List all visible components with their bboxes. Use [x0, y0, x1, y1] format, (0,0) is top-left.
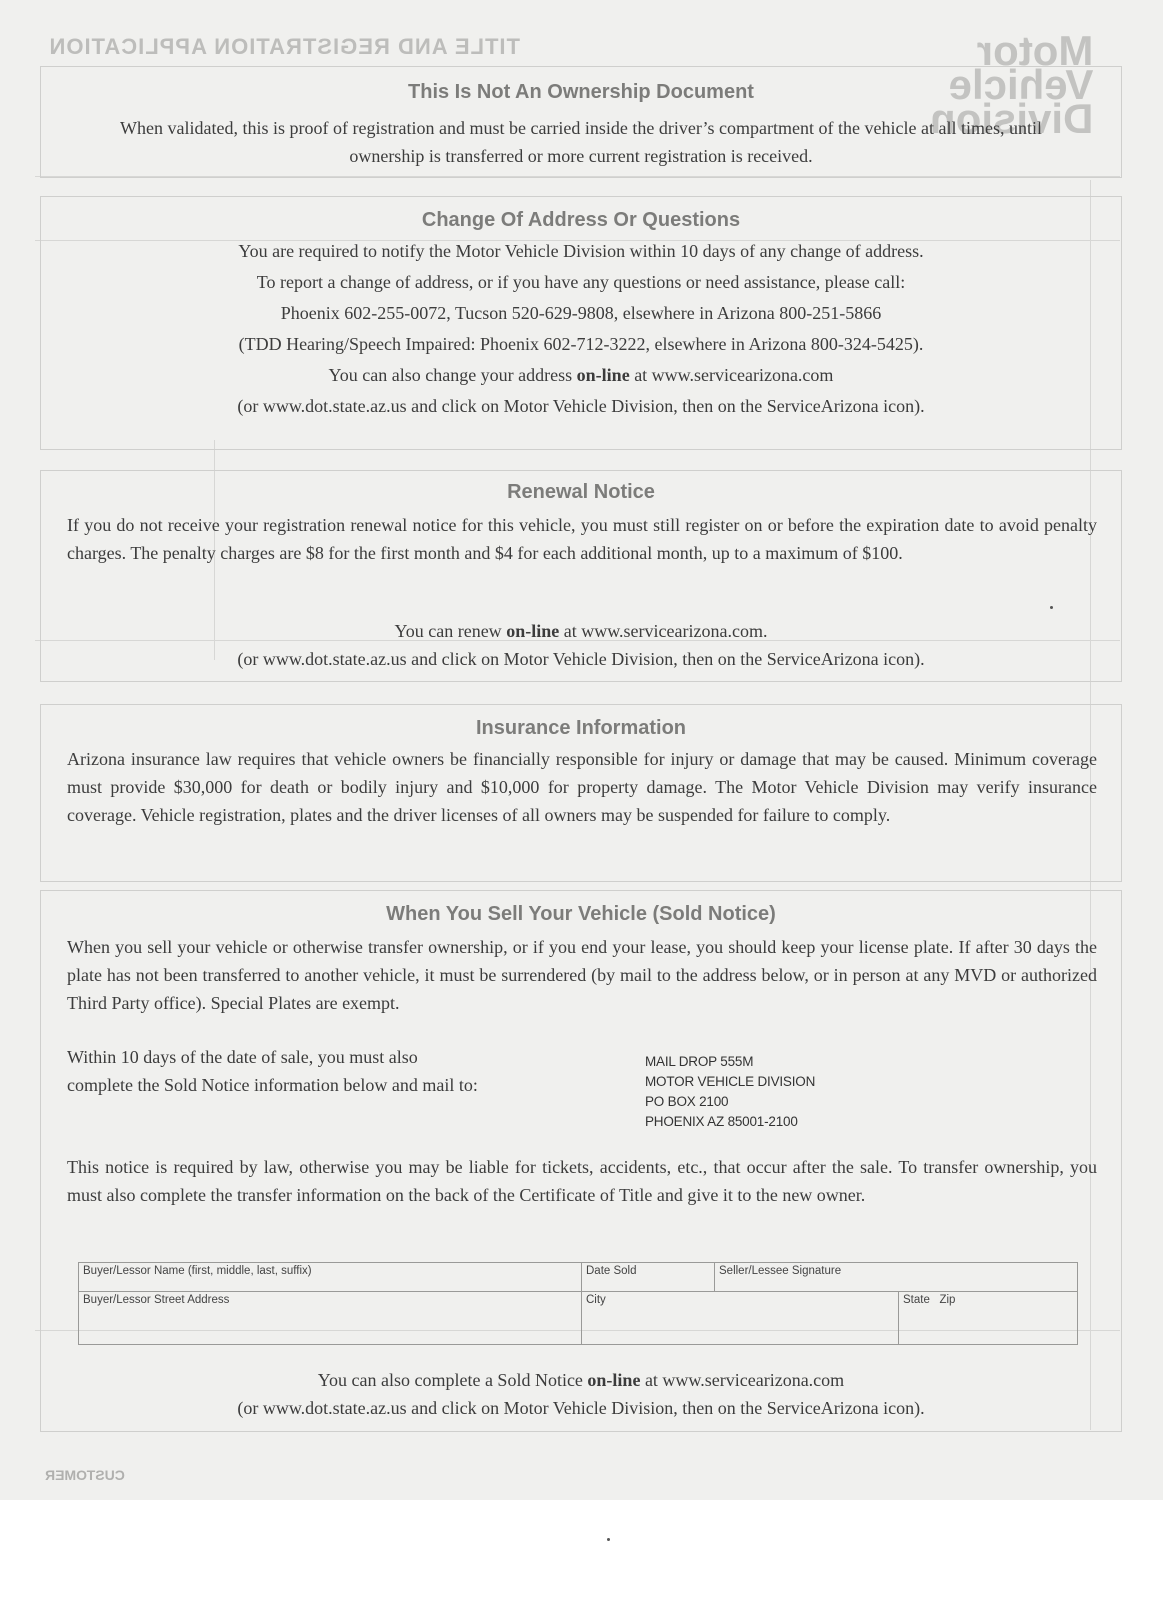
buyer-address-field[interactable]: Buyer/Lessor Street Address: [79, 1292, 582, 1345]
address-online-line: You can also change your address on-line at www.servicearizona.com: [328, 365, 834, 385]
address-change-section: [40, 196, 1122, 450]
ownership-text: When validated, this is proof of registration and must be carried inside the driver’s compartment of the vehicle at all times, until ownership is transferred or more current registration is received.: [120, 118, 1042, 166]
buyer-name-field[interactable]: Buyer/Lessor Name (first, middle, last, suffix): [79, 1263, 582, 1292]
reverse-mvd-logo: Motor Vehicle Division: [929, 27, 1093, 142]
speck: [607, 1538, 610, 1541]
sold-notice-heading: When You Sell Your Vehicle (Sold Notice): [386, 903, 776, 925]
ownership-section: [40, 66, 1122, 178]
sold-notice-section: When You Sell Your Vehicle (Sold Notice) When you sell your vehicle or otherwise transfer ownership, or if you end your lease, you should keep your license plate. If after 30 days the plate has not been transferred to another vehicle, it must be surrendered (by mail to the address below, or in person at any MVD or authorized Third Party office). Special Plates are exempt. Within 10 days of the date of sale, you must also complete the Sold Notice information below and mail to: This notice is required by law, otherwise you may be liable for tickets, accidents, etc., that occur after the sale. To transfer ownership, you must also complete the transfer information on the back of the Certificate of Title and give it to the new owner. You can also complete a Sold Notice on-line at www.servicearizona.com (or www.dot.state.az.us and click on Motor Vehicle Division, then on the ServiceArizona icon).: [40, 890, 1122, 1432]
address-change-text: You are required to notify the Motor Vehicle Division within 10 days of any change of address. To report a change of address, or if you have any questions or need assistance, please call: Phoenix 602-255-0072, Tucson 520-629-9808, elsewhere in Arizona 800-251-5866 (TDD Hearing/Speech Impaired: Phoenix 602-712-3222, elsewhere in Arizona 800-324-5425). You can also change your address on-line at www.servicearizona.com (or www.dot.state.az.us and click on Motor Vehicle Division, then on the ServiceArizona icon).: [41, 237, 1121, 420]
reverse-customer-label: CUSTOMER: [45, 1467, 125, 1483]
renewal-heading: Renewal Notice: [507, 481, 655, 503]
insurance-text: Arizona insurance law requires that vehicle owners be financially responsible for injury or damage that may be caused. Minimum coverage must provide $30,000 for death or bodily injury and $10,000 for property damage. The Motor Vehicle Division may verify insurance coverage. Vehicle registration, plates and the driver licenses of all owners may be suspended for failure to comply.: [67, 749, 1097, 825]
state-zip-field[interactable]: State Zip: [899, 1292, 1078, 1345]
seller-signature-field[interactable]: Seller/Lessee Signature: [715, 1263, 1078, 1292]
tdd-numbers: (TDD Hearing/Speech Impaired: Phoenix 602-712-3222, elsewhere in Arizona 800-324-5425).: [238, 334, 924, 354]
reverse-form-title: TITLE AND REGISTRATION APPLICATION: [48, 34, 520, 59]
sold-notice-liability-text: This notice is required by law, otherwise you may be liable for tickets, accidents, etc., that occur after the sale. To transfer ownership, you must also complete the transfer information on the back of the Certificate of Title and give it to the new owner.: [67, 1157, 1097, 1205]
sold-online-line: You can also complete a Sold Notice on-line at www.servicearizona.com: [317, 1370, 845, 1390]
mailing-address: MAIL DROP 555M MOTOR VEHICLE DIVISION PO BOX 2100 PHOENIX AZ 85001-2100: [645, 1054, 816, 1129]
renewal-text: If you do not receive your registration renewal notice for this vehicle, you must still register on or before the expiration date to avoid penalty charges. The penalty charges are $8 for the first month and $4 for each additional month, up to a maximum of $100.: [67, 515, 1097, 563]
renewal-online-line: You can renew on-line at www.servicearizona.com.: [394, 621, 768, 641]
insurance-section: [40, 704, 1122, 882]
speck: [1050, 606, 1053, 609]
date-sold-field[interactable]: Date Sold: [582, 1263, 715, 1292]
city-field[interactable]: City: [582, 1292, 899, 1345]
sold-notice-form: [78, 1262, 1078, 1345]
sold-notice-text: When you sell your vehicle or otherwise transfer ownership, or if you end your lease, you should keep your license plate. If after 30 days the plate has not been transferred to another vehicle, it must be surrendered (by mail to the address below, or in person at any MVD or authorized Third Party office). Special Plates are exempt.: [67, 937, 1097, 1013]
sold-notice-instructions: Within 10 days of the date of sale, you must also complete the Sold Notice information below and mail to:: [67, 1047, 478, 1095]
phone-numbers: Phoenix 602-255-0072, Tucson 520-629-9808, elsewhere in Arizona 800-251-5866: [280, 303, 882, 323]
address-change-heading: Change Of Address Or Questions: [421, 209, 741, 231]
renewal-section: Renewal Notice If you do not receive your registration renewal notice for this vehicle, you must still register on or before the expiration date to avoid penalty charges. The penalty charges are $8 for the first month and $4 for each additional month, up to a maximum of $100. You can renew on-line at www.servicearizona.com. (or www.dot.state.az.us and click on Motor Vehicle Division, then on the ServiceArizona icon).: [40, 470, 1122, 682]
ownership-heading: This Is Not An Ownership Document: [408, 81, 754, 103]
scan-bottom-margin: [0, 1500, 1163, 1600]
insurance-heading: Insurance Information: [475, 717, 687, 739]
